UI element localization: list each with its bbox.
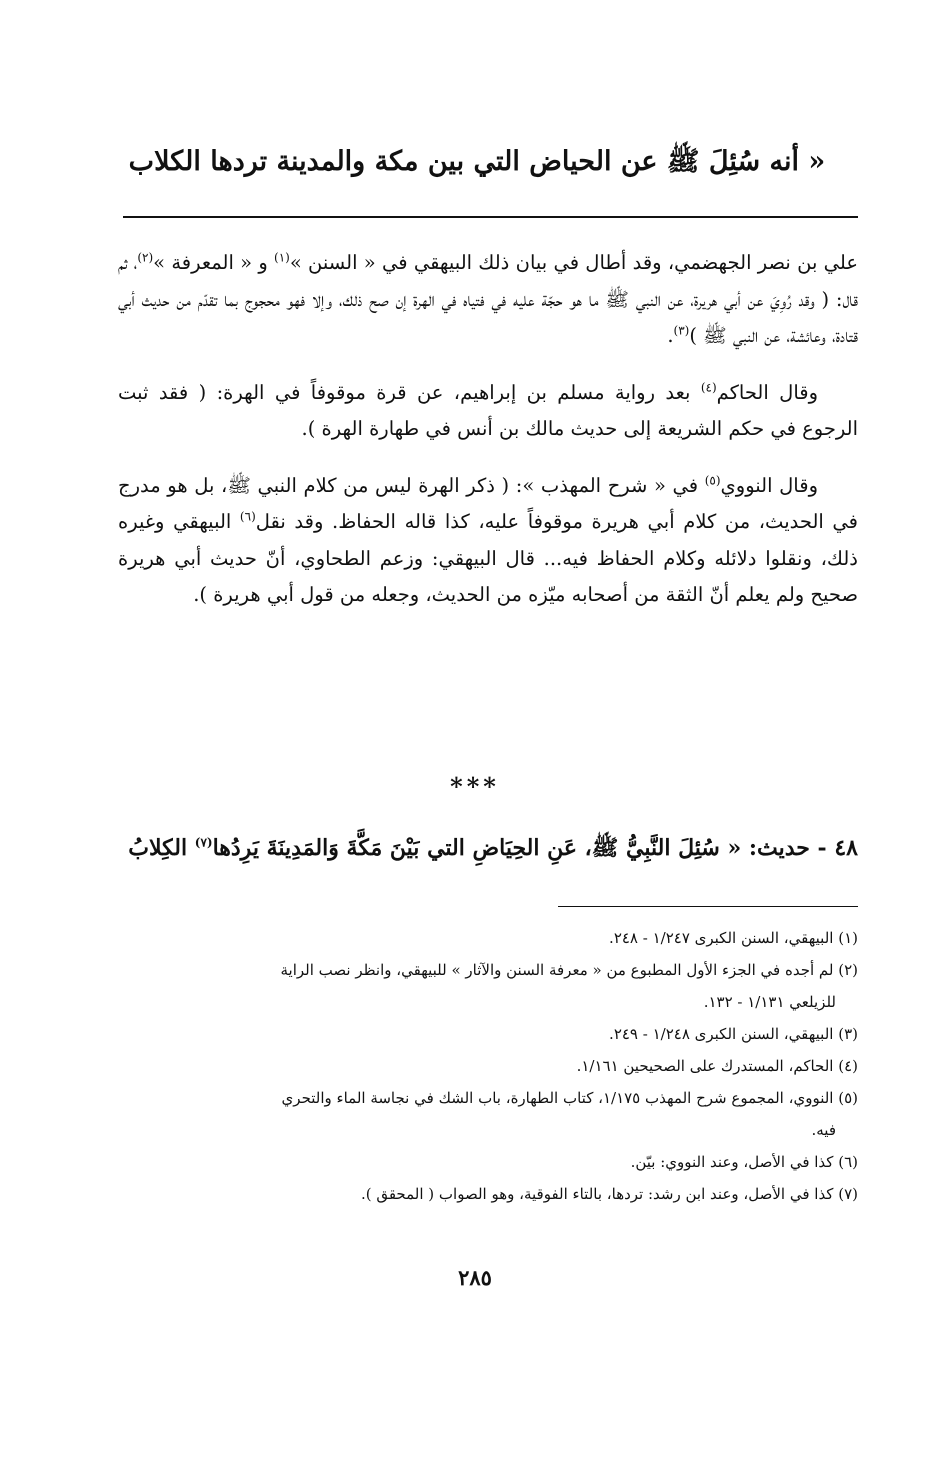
header-rule xyxy=(123,216,858,218)
running-head: « أنه سُئِلَ ﷺ عن الحياض التي بين مكة والمدينة تردها الكلاب xyxy=(128,146,826,177)
footnote: (١) البيهقي، السنن الكبرى ١/٢٤٧ - ٢٤٨. xyxy=(609,929,858,947)
paragraph xyxy=(118,245,858,355)
paragraph-text: و « المعرفة » xyxy=(153,251,275,274)
paragraph-text: بعد رواية مسلم بن إبراهيم، عن قرة موقوفاً في الهرة: ( فقد ثبت الرجوع في حكم الشريعة إلى حديث مالك بن أنس في طهارة الهرة ). xyxy=(118,380,858,440)
paragraph-text: في « شرح المهذب »: ( ذكر الهرة ليس من كلام النبي ﷺ، بل هو مدرج في الحديث، من كلام أبي هريرة موقوفاً عليه، كذا قاله الحفاظ. وقد نقل xyxy=(118,473,858,533)
footnote-rule xyxy=(558,906,858,907)
main-text xyxy=(118,245,858,634)
paragraph-text: علي بن نصر الجهضمي، وقد أطال في بيان ذلك البيهقي في « السنن » xyxy=(289,251,858,274)
footnote: (٤) الحاكم، المستدرك على الصحيحين ١/١٦١. xyxy=(576,1057,858,1075)
paragraph-text: وقال الحاكم xyxy=(716,380,818,404)
footnote-ref: (٧) xyxy=(194,835,213,850)
footnote: (٧) كذا في الأصل، وعند ابن رشد: تردها، بالتاء الفوقية، وهو الصواب ( المحقق ). xyxy=(360,1185,858,1203)
footnote: (٦) كذا في الأصل، وعند النووي: بيّن. xyxy=(630,1153,858,1171)
paragraph xyxy=(118,468,858,614)
paragraph-text: . xyxy=(667,324,674,347)
footnote-ref: (٥) xyxy=(704,473,721,487)
footnote-ref: (١) xyxy=(274,250,290,265)
hadith-heading-text: الكِلابُ xyxy=(128,835,195,861)
footnote: (٣) البيهقي، السنن الكبرى ١/٢٤٨ - ٢٤٩. xyxy=(609,1025,858,1043)
footnote: (٢) لم أجده في الجزء الأول المطبوع من « معرفة السنن والآثار » للبيهقي، وانظر نصب الراية xyxy=(280,961,858,979)
page-number: ٢٨٥ xyxy=(458,1265,492,1290)
footnote-ref: (٦) xyxy=(239,509,256,524)
hadith-heading-text: ٤٨ - حديث: « سُئِلَ النَّبِيُّ ﷺ، عَنِ الحِيَاضِ التي بَيْنَ مَكَّةَ وَالمَدِينَةَ يَرِدُها xyxy=(212,835,858,861)
footnote-continuation: للزيلعي ١/١٣١ - ١٣٢. xyxy=(703,993,836,1011)
section-separator: *** xyxy=(450,772,500,801)
footnote-ref: (٣) xyxy=(673,323,690,338)
footnote-ref: (٢) xyxy=(137,250,154,265)
footnotes xyxy=(113,922,858,1210)
footnote-ref: (٤) xyxy=(700,380,717,394)
footnote: (٥) النووي، المجموع شرح المهذب ١/١٧٥، كتاب الطهارة، باب الشك في نجاسة الماء والتحري xyxy=(281,1089,858,1107)
paragraph-text: وقال النووي xyxy=(720,473,818,497)
paragraph xyxy=(118,375,858,448)
paragraph-text: البيهقي وغيره ذلك، ونقلوا دلائله وكلام الحفاظ فيه... قال البيهقي: وزعم الطحاوي، أنّ حديث أبي هريرة صحيح ولم يعلم أنّ الثقة من أصحابه ميّزه من الحديث، وجعله من قول أبي هريرة ). xyxy=(118,510,858,606)
footnote-continuation: فيه. xyxy=(811,1121,836,1139)
paragraph-text: ، ثم قال: ( وقد رُوِيَ عن أبي هريرة، عن النبي ﷺ ما هو حجّة عليه في فتياه في الهرة إن صح ذلك، وإلا فهو محجوج بما تقدّم من حديث أبي قتادة، وعائشة، عن النبي ﷺ ) xyxy=(118,251,858,347)
hadith-heading xyxy=(113,826,858,870)
